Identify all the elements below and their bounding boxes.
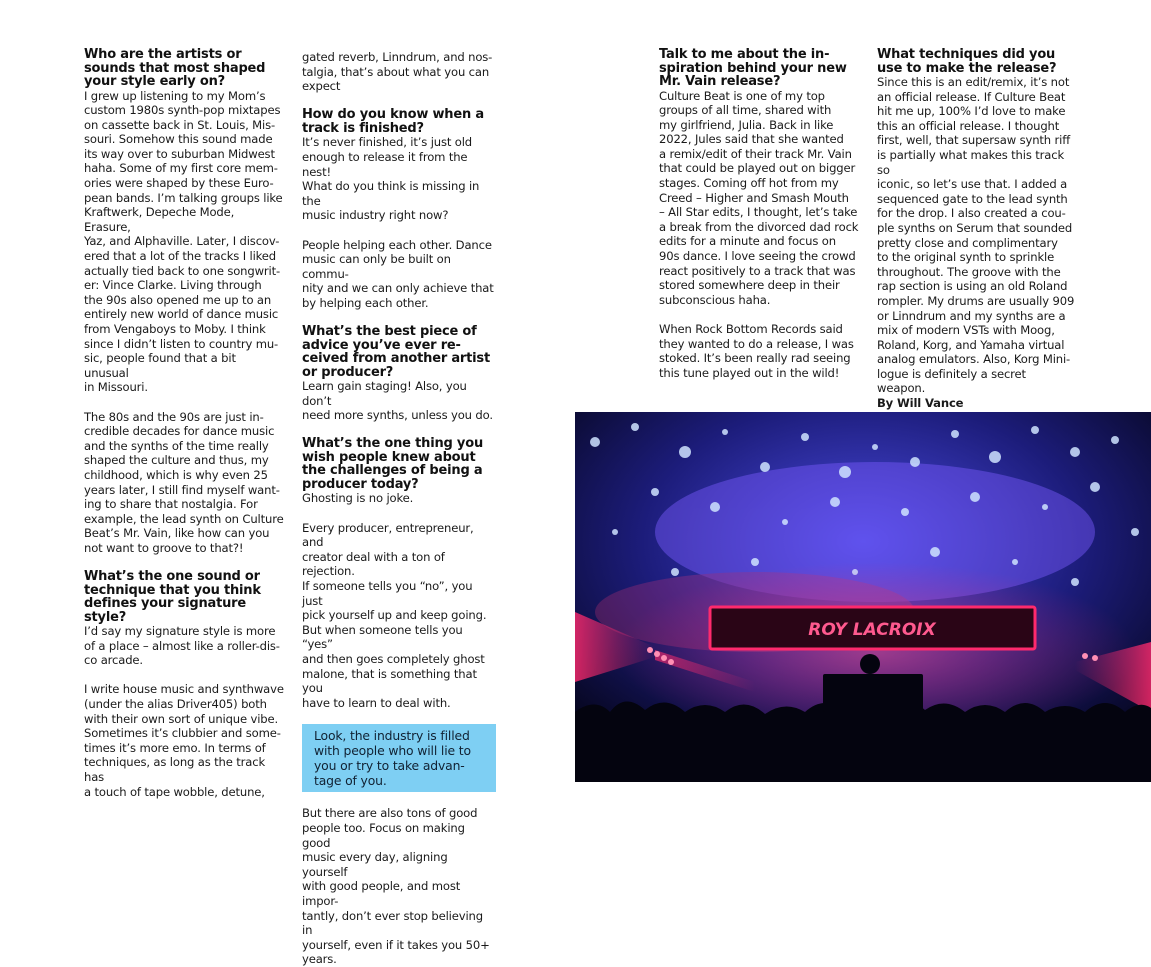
question-heading: What’s the one sound or technique that you think defines your signature style? bbox=[84, 569, 261, 625]
bubble bbox=[1070, 447, 1080, 457]
question-heading: How do you know when a track is finished? bbox=[302, 107, 484, 136]
bubble bbox=[760, 462, 770, 472]
bubble bbox=[782, 519, 788, 525]
answer-paragraph: Ghosting is no joke. bbox=[302, 491, 414, 506]
bubble bbox=[631, 423, 639, 431]
question-heading: What techniques did you use to make the release? bbox=[877, 47, 1057, 76]
question-heading: What’s the one thing you wish people knew about the challenges of being a producer today? bbox=[302, 436, 483, 492]
bubble bbox=[651, 488, 659, 496]
answer-paragraph: Culture Beat is one of my top groups of all time, shared with my girlfriend, Julia. Back in like 2022, Jules said that she wanted a remix/edit of their track Mr. Vain that could be played out on bigger stages. Coming off hot from my Creed – Higher and Smash Mouth – All Star edits, I thought, let’s take a break from the divorced dad rock edits for a minute and focus on 90s dance. I love seeing the crowd react positively to a track that was stored somewhere deep in their subconscious haha. bbox=[659, 88, 859, 307]
bubble bbox=[671, 568, 679, 576]
question-heading: What’s the best piece of advice you’ve ever re- ceived from another artist or producer? bbox=[302, 324, 490, 380]
banner-text: ROY LACROIX bbox=[808, 620, 936, 640]
bubble bbox=[910, 457, 920, 467]
answer-paragraph: Since this is an edit/remix, it’s not an official release. If Culture Beat hit me up, 100% I’d love to make this an official release. I thought first, well, that supersaw synth riff is partially what makes this track so iconic, so let’s use that. I added a sequenced gate to the lead synth for the drop. I also created a cou- ple synths on Serum that sounded pretty close and complimentary to the original synth to sprinkle throughout. The groove with the rap section is using an old Roland rompler. My drums are usually 909 or Linndrum and my synths are a mix of modern VSTs with Moog, Roland, Korg, and Yamaha virtual analog emulators. Also, Korg Mini- logue is definitely a secret weapon. bbox=[877, 75, 1075, 396]
bubble bbox=[901, 508, 909, 516]
pull-quote: Look, the industry is filled with people who will lie to you or try to take advan- tage of you. bbox=[302, 724, 496, 792]
answer-paragraph: Learn gain staging! Also, you don’t need more synths, unless you do. bbox=[302, 379, 493, 423]
bubble bbox=[710, 502, 720, 512]
article-column-1 bbox=[84, 48, 284, 799]
answer-paragraph: When Rock Bottom Records said they wanted to do a release, I was stoked. It’s been really rad seeing this tune played out in the wild! bbox=[659, 322, 854, 380]
author-byline: By Will Vance bbox=[877, 396, 964, 411]
bubble bbox=[1031, 426, 1039, 434]
article-column-4 bbox=[877, 48, 1077, 411]
answer-paragraph: The 80s and the 90s are just in- credible decades for dance music and the synths of the time really shaped the culture and thus, my childhood, which is why even 25 years later, I still find myself want- ing to share that nostalgia. For example, the lead synth on Culture Beat’s Mr. Vain, like how can you not want to groove to that?! bbox=[84, 409, 284, 555]
bubble bbox=[970, 492, 980, 502]
concert-photo bbox=[575, 412, 1151, 782]
bubble bbox=[1071, 578, 1079, 586]
answer-paragraph: It’s never finished, it’s just old enough to release it from the nest! What do you think is missing in the music industry right now? bbox=[302, 135, 480, 223]
answer-paragraph: I grew up listening to my Mom’s custom 1980s synth-pop mixtapes on cassette back in St. Louis, Mis- souri. Somehow this sound made its way over to suburban Midwest haha. Some of my first core mem- ories were shaped by these Euro- pean bands. I’m talking groups like Kraftwerk, Depeche Mode, Erasure, Yaz, and Alphaville. Later, I discov- ered that a lot of the tracks I liked actually tied back to one songwrit- er: Vince Clarke. Living through the 90s also opened me up to an entirely new world of dance music from Vengaboys to Moby. I think since I didn’t listen to country mu- sic, people found that a bit unusual in Missouri. bbox=[84, 88, 283, 395]
bubble bbox=[872, 444, 878, 450]
bubble bbox=[751, 558, 759, 566]
article-column-2 bbox=[302, 50, 496, 967]
bubble bbox=[830, 497, 840, 507]
bubble bbox=[722, 429, 728, 435]
answer-paragraph: gated reverb, Linndrum, and nos- talgia, that’s about what you can expect bbox=[302, 50, 493, 94]
bubble bbox=[1042, 504, 1048, 510]
bubble bbox=[590, 437, 600, 447]
bubble bbox=[989, 451, 1001, 463]
answer-paragraph: But there are also tons of good people too. Focus on making good music every day, aligning yourself with good people, and most impor- tantly, don’t ever stop believing in yourself, even if it takes you 50+ years. bbox=[302, 806, 490, 967]
article-column-3 bbox=[659, 48, 859, 380]
question-heading: Who are the artists or sounds that most shaped your style early on? bbox=[84, 47, 266, 89]
answer-paragraph: I write house music and synthwave (under the alias Driver405) both with their own sort of unique vibe. Sometimes it’s clubbier and some- times it’s more emo. In terms of techniques, as long as the track has a touch of tape wobble, detune, bbox=[84, 682, 284, 799]
question-heading: Talk to me about the in- spiration behind your new Mr. Vain release? bbox=[659, 47, 847, 89]
bubble bbox=[612, 529, 618, 535]
answer-paragraph: I’d say my signature style is more of a place – almost like a roller-dis- co arcade. bbox=[84, 624, 280, 668]
bubble bbox=[1090, 482, 1100, 492]
bubble bbox=[801, 433, 809, 441]
bubble bbox=[839, 466, 851, 478]
bubble bbox=[1131, 528, 1139, 536]
bubble bbox=[930, 547, 940, 557]
answer-paragraph: Every producer, entrepreneur, and creator deal with a ton of rejection. If someone tells you “no”, you just pick yourself up and keep going. But when someone tells you “yes” and then goes completely ghost malone, that is something that you have to learn to deal with. bbox=[302, 520, 487, 710]
bubble bbox=[951, 430, 959, 438]
answer-paragraph: People helping each other. Dance music can only be built on commu- nity and we can only achieve that by helping each other. bbox=[302, 237, 494, 310]
bubble bbox=[1111, 436, 1119, 444]
bubble bbox=[1012, 559, 1018, 565]
bubble bbox=[679, 446, 691, 458]
